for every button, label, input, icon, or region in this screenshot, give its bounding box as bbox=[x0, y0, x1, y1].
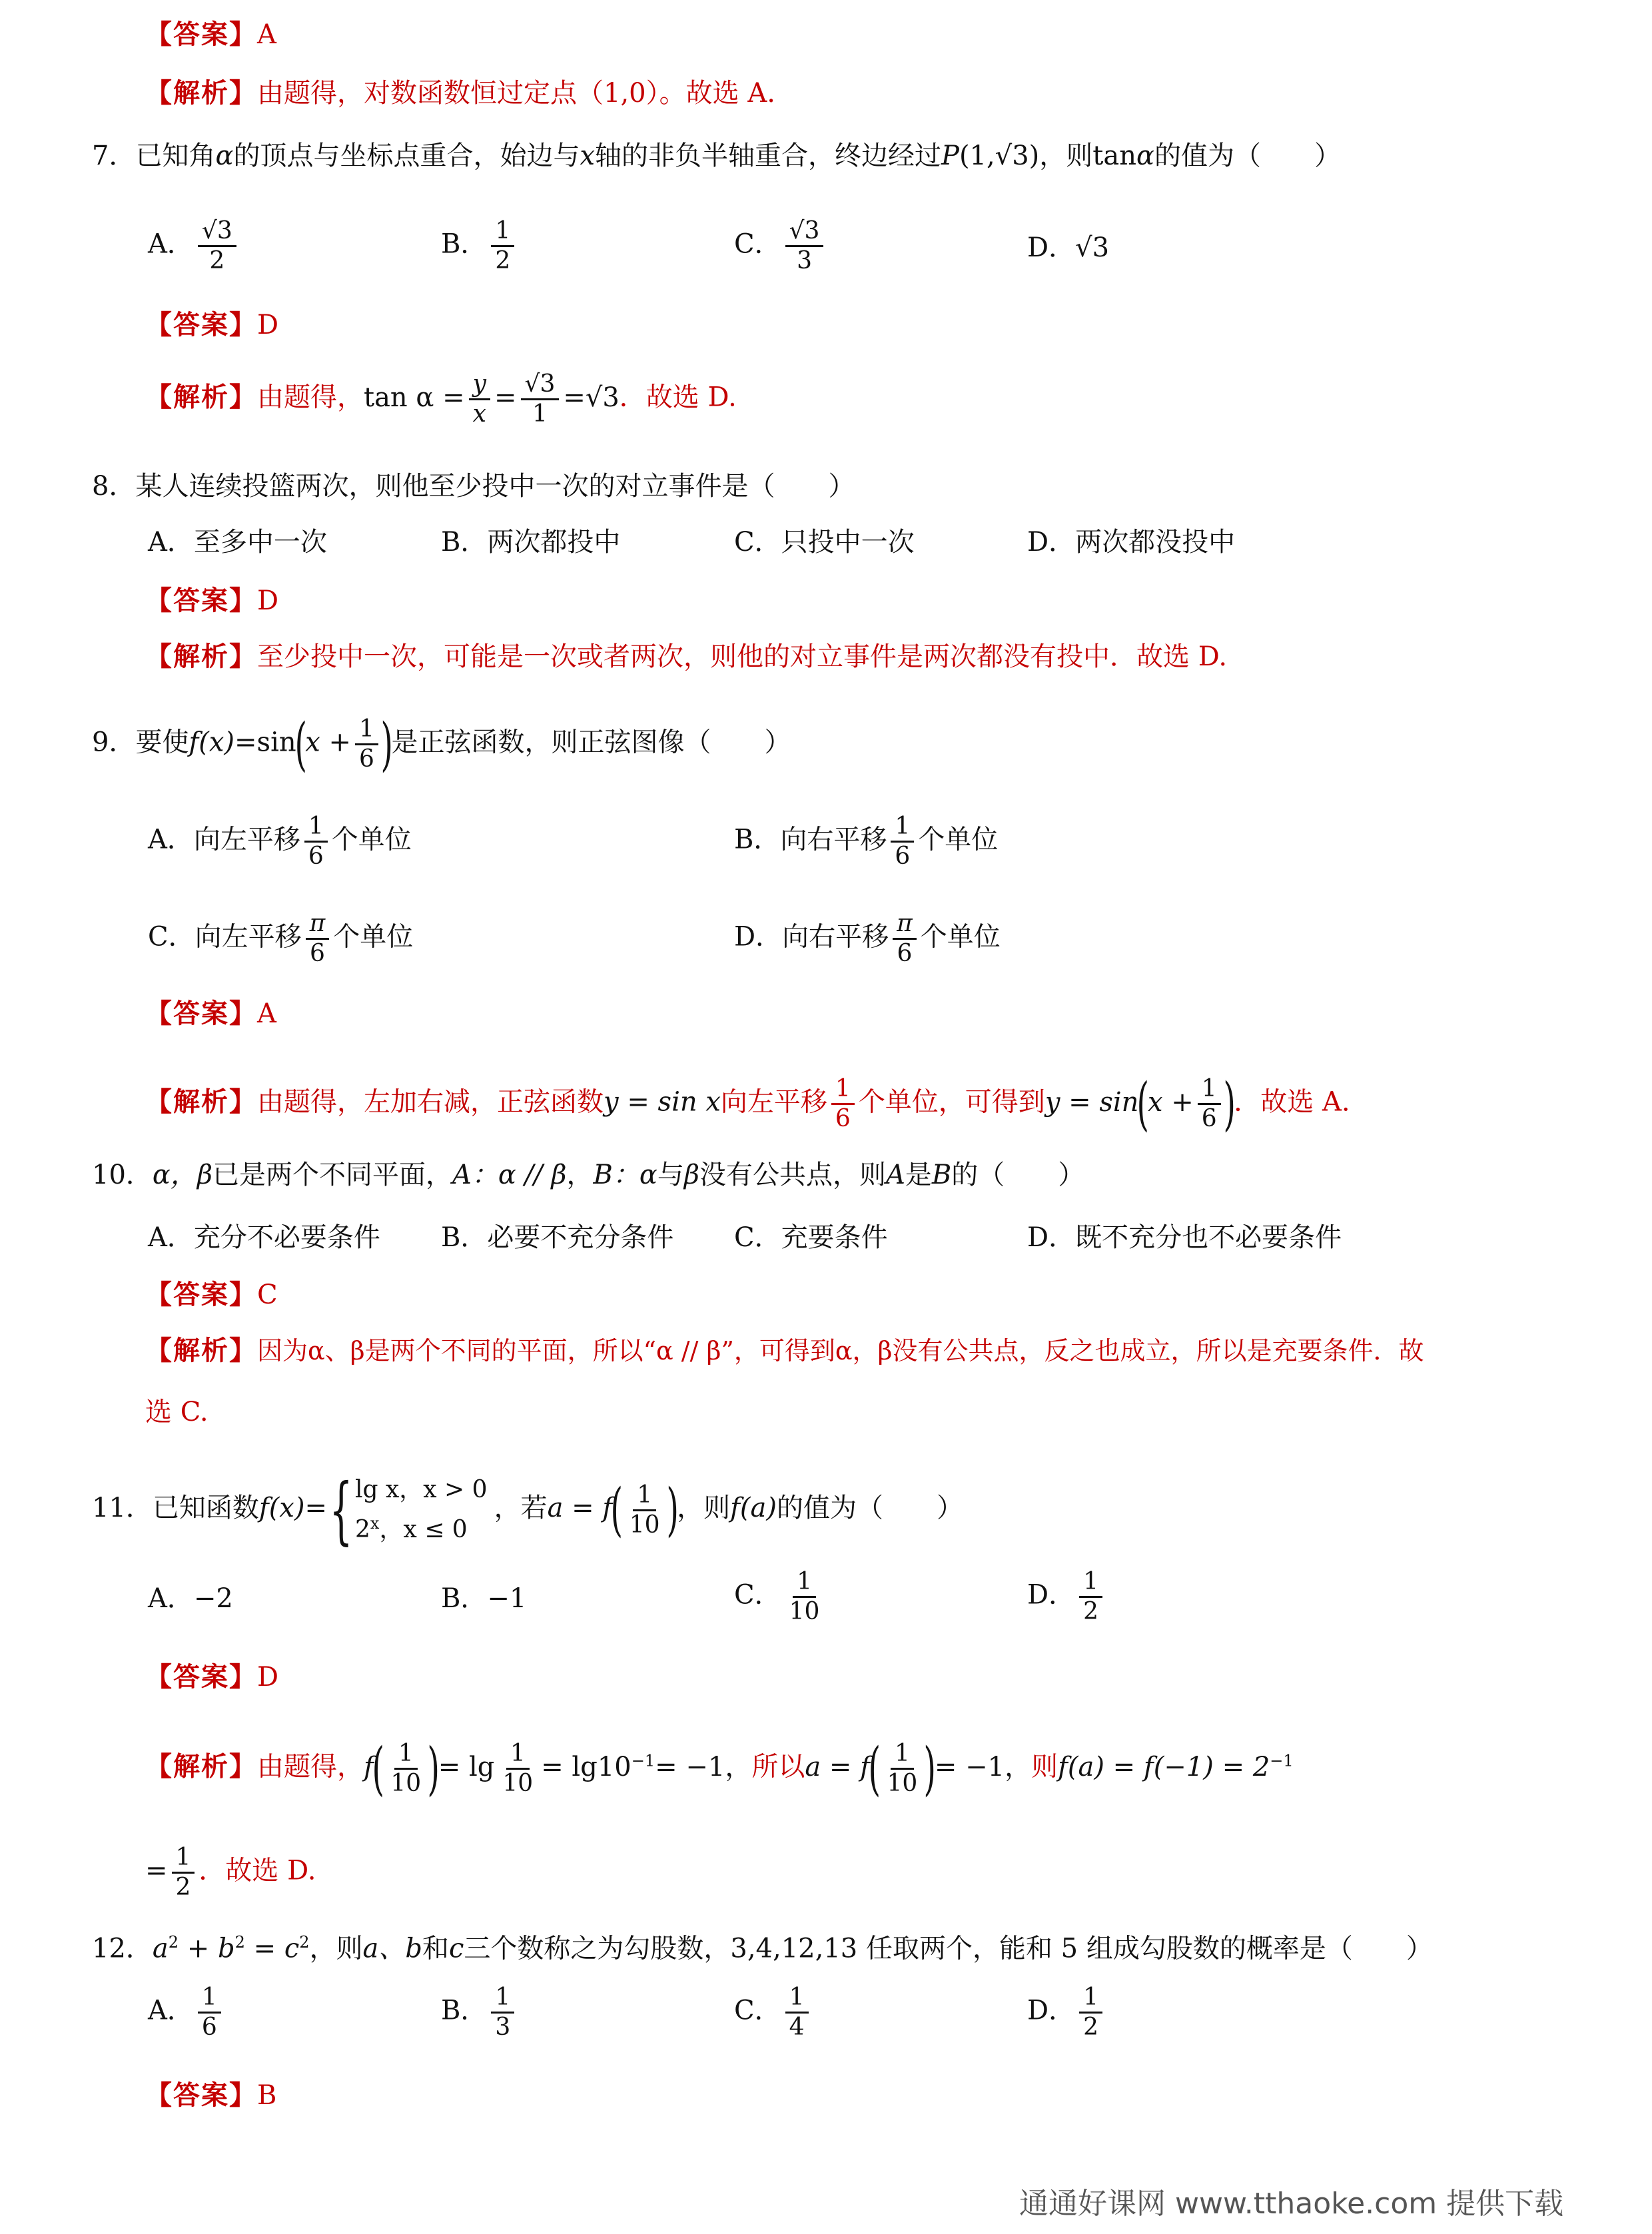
paren-left: ( bbox=[372, 1735, 384, 1802]
numerator: 1 bbox=[1079, 1984, 1102, 2014]
math-tan: tan bbox=[1092, 141, 1136, 171]
numerator: 1 bbox=[355, 715, 378, 745]
analysis-text: 由题得， bbox=[257, 382, 364, 413]
math-eq: = bbox=[563, 382, 586, 413]
q9-option-b bbox=[734, 813, 998, 871]
q7-option-a bbox=[148, 217, 240, 275]
stem-text: 12． bbox=[92, 1933, 153, 1964]
q8-option-a: A．至多中一次 bbox=[148, 527, 327, 558]
stem-text: ，则 bbox=[1039, 141, 1093, 171]
fraction bbox=[198, 217, 236, 275]
q7-answer bbox=[145, 309, 278, 341]
fraction bbox=[831, 1075, 855, 1133]
math-eq: = −1， bbox=[655, 1751, 752, 1782]
analysis-text: 因为α、β是两个不同的平面，所以“α // β”，可得到α，β没有公共点，反之也成立，所以是充要条件．故 bbox=[257, 1336, 1424, 1365]
numerator: 1 bbox=[491, 1984, 514, 2014]
math-eq: = bbox=[494, 382, 517, 413]
fraction bbox=[785, 1568, 824, 1626]
answer-value: D bbox=[257, 310, 279, 340]
analysis-label: 【解析】 bbox=[145, 77, 257, 109]
fraction bbox=[491, 1984, 514, 2042]
q12-answer bbox=[145, 2079, 276, 2111]
q11-option-a: A．−2 bbox=[148, 1583, 233, 1614]
denominator: 6 bbox=[895, 843, 911, 870]
math-eq: = bbox=[145, 1855, 168, 1886]
answer-label: 【答案】 bbox=[145, 585, 257, 616]
math-text: ) bbox=[1029, 141, 1040, 171]
q10-analysis bbox=[145, 1335, 1424, 1367]
q7-analysis bbox=[145, 370, 737, 428]
q10-stem bbox=[92, 1159, 1084, 1191]
stem-text: 和 bbox=[422, 1933, 449, 1964]
math-alpha: α bbox=[1136, 141, 1154, 171]
numerator: 1 bbox=[491, 217, 514, 247]
option-label: C． bbox=[734, 1995, 781, 2026]
option-label: B． bbox=[441, 228, 488, 260]
paren-left: ( bbox=[610, 1477, 623, 1543]
math-exp: −1 bbox=[631, 1751, 655, 1770]
fraction bbox=[521, 370, 560, 428]
stem-text: ， bbox=[566, 1160, 594, 1190]
fraction bbox=[1198, 1075, 1221, 1133]
math-beta: β bbox=[683, 1160, 699, 1190]
q11-stem bbox=[92, 1467, 963, 1553]
answer-label: 【答案】 bbox=[145, 309, 257, 340]
stem-text: 7．已知角 bbox=[92, 141, 216, 171]
fraction bbox=[355, 715, 378, 773]
answer-label: 【答案】 bbox=[145, 1279, 257, 1310]
math-func: y = sin bbox=[1044, 1086, 1139, 1118]
q11-option-d bbox=[1027, 1568, 1106, 1626]
stem-text: ，若 bbox=[494, 1493, 548, 1523]
denominator: 6 bbox=[308, 843, 324, 870]
math-func: y = sin x bbox=[604, 1086, 721, 1118]
q11-option-c bbox=[734, 1568, 827, 1626]
math-x: x bbox=[580, 141, 596, 171]
answer-label: 【答案】 bbox=[145, 19, 257, 50]
math-sqrt: √3 bbox=[995, 141, 1029, 171]
fraction bbox=[172, 1844, 195, 1902]
fraction bbox=[1079, 1568, 1102, 1626]
math-result: √3 bbox=[585, 382, 620, 413]
option-value: √3 bbox=[1075, 232, 1110, 263]
stem-text: 与 bbox=[657, 1160, 684, 1190]
stem-text: 的值为（ ） bbox=[777, 1493, 963, 1523]
paren-right: ) bbox=[427, 1735, 440, 1802]
paren-left: ( bbox=[294, 711, 307, 778]
numerator: 1 bbox=[506, 1740, 530, 1770]
q8-option-d: D．两次都没投中 bbox=[1027, 527, 1236, 558]
q12-option-c bbox=[734, 1984, 813, 2042]
stem-text: 三个数称之为勾股数，3,4,12,13 任取两个，能和 5 组成勾股数的概率是（ ） bbox=[464, 1933, 1433, 1964]
math-a: a = f bbox=[547, 1493, 613, 1523]
numerator: 1 bbox=[172, 1844, 195, 1874]
denominator: 10 bbox=[390, 1770, 422, 1797]
option-label: C． bbox=[734, 1579, 781, 1611]
option-text: 个单位 bbox=[331, 824, 412, 855]
math-fx: f(x)= bbox=[258, 1493, 327, 1523]
numerator: 1 bbox=[198, 1984, 221, 2014]
stem-text: 的值为（ ） bbox=[1154, 141, 1341, 171]
fraction bbox=[891, 813, 914, 871]
q10-option-b: B．必要不充分条件 bbox=[441, 1222, 674, 1253]
stem-text: 9．要使 bbox=[92, 727, 189, 758]
math-condition-a: A：α // β bbox=[452, 1160, 567, 1190]
math-x: x + bbox=[305, 727, 351, 758]
math-p: P bbox=[941, 141, 959, 171]
paren-left: ( bbox=[1136, 1070, 1150, 1138]
q11-analysis bbox=[145, 1735, 1294, 1802]
analysis-label: 【解析】 bbox=[145, 641, 257, 672]
math-text: (1, bbox=[959, 141, 995, 171]
numerator: √3 bbox=[785, 217, 824, 247]
math-c: c bbox=[448, 1933, 464, 1964]
math-sq: 2 bbox=[234, 1933, 245, 1952]
denominator: 10 bbox=[629, 1511, 660, 1539]
numerator: 1 bbox=[793, 1568, 816, 1598]
math-c: = c bbox=[244, 1933, 300, 1964]
denominator: 3 bbox=[797, 247, 812, 274]
q7-option-b bbox=[441, 217, 518, 275]
answer-value: B bbox=[257, 2080, 277, 2111]
analysis-text: ．故选 D. bbox=[619, 382, 737, 413]
q6-analysis bbox=[145, 77, 775, 109]
numerator: 1 bbox=[785, 1984, 809, 2014]
q10-analysis-cont: 选 C. bbox=[145, 1397, 208, 1427]
piecewise bbox=[355, 1473, 488, 1547]
analysis-text: 由题得， bbox=[257, 1751, 364, 1782]
numerator: 1 bbox=[891, 813, 914, 843]
q7-option-c bbox=[734, 217, 827, 275]
math-x: x + bbox=[1148, 1086, 1194, 1118]
option-text: D．向右平移 bbox=[734, 921, 889, 952]
fraction bbox=[498, 1740, 537, 1798]
math-lg: = lg10 bbox=[541, 1751, 631, 1782]
fraction bbox=[306, 910, 330, 968]
option-text: 个单位 bbox=[918, 824, 999, 855]
q6-answer bbox=[145, 19, 276, 51]
q10-option-a: A．充分不必要条件 bbox=[148, 1222, 380, 1253]
piece-2-base: 2 bbox=[355, 1516, 370, 1543]
piece-2-cond: ，x ≤ 0 bbox=[379, 1516, 468, 1543]
q9-answer bbox=[145, 998, 276, 1030]
q9-option-d bbox=[734, 910, 1001, 968]
math-condition-b: B：α bbox=[593, 1160, 657, 1190]
paren-left: ( bbox=[868, 1735, 881, 1802]
fraction bbox=[1079, 1984, 1102, 2042]
q9-analysis bbox=[145, 1070, 1350, 1138]
q10-option-d: D．既不充分也不必要条件 bbox=[1027, 1222, 1342, 1253]
answer-label: 【答案】 bbox=[145, 998, 257, 1029]
math-alpha: α bbox=[215, 141, 234, 171]
math-a: a bbox=[152, 1933, 169, 1964]
analysis-text: 个单位，可得到 bbox=[858, 1086, 1045, 1118]
analysis-text: 则 bbox=[1031, 1751, 1058, 1782]
stem-text: 是正弦函数，则正弦图像（ ） bbox=[391, 727, 791, 758]
answer-value: D bbox=[257, 1662, 279, 1692]
denominator: 3 bbox=[495, 2014, 511, 2041]
option-label: B． bbox=[441, 1995, 488, 2026]
analysis-math bbox=[364, 370, 620, 428]
analysis-math bbox=[1058, 1752, 1294, 1782]
analysis-label: 【解析】 bbox=[145, 1086, 257, 1118]
option-text: 个单位 bbox=[333, 921, 414, 952]
fraction bbox=[469, 370, 490, 428]
answer-value: C bbox=[257, 1280, 278, 1310]
analysis-text: 向左平移 bbox=[720, 1086, 827, 1118]
q8-option-c: C．只投中一次 bbox=[734, 527, 915, 558]
q11-option-b: B．−1 bbox=[441, 1583, 527, 1614]
analysis-text: 由题得，对数函数恒过定点（1,0）。故选 A. bbox=[257, 78, 775, 109]
q12-stem bbox=[92, 1926, 1433, 1964]
analysis-label: 【解析】 bbox=[145, 1750, 257, 1782]
math-fa: f(a) = f(−1) = 2 bbox=[1058, 1751, 1270, 1782]
math-lg: = lg bbox=[438, 1751, 495, 1782]
denominator: 2 bbox=[209, 247, 225, 274]
footer-watermark: 通通好课网 www.tthaoke.com 提供下载 bbox=[1019, 2187, 1564, 2221]
q8-analysis bbox=[145, 641, 1227, 673]
analysis-text: 至少投中一次，可能是一次或者两次，则他的对立事件是两次都没有投中．故选 D. bbox=[257, 641, 1228, 672]
option-text: C．向左平移 bbox=[148, 921, 302, 952]
q8-stem bbox=[92, 470, 855, 502]
option-label: D． bbox=[1027, 232, 1076, 263]
option-label: D． bbox=[1027, 1579, 1076, 1611]
numerator: 1 bbox=[394, 1740, 418, 1770]
q12-option-d bbox=[1027, 1984, 1106, 2042]
denominator: 2 bbox=[175, 1874, 191, 1901]
answer-value: D bbox=[257, 585, 279, 616]
answer-value: A bbox=[257, 19, 276, 50]
analysis-text: 所以 bbox=[751, 1751, 805, 1782]
numerator: 1 bbox=[304, 813, 328, 843]
fraction bbox=[625, 1481, 664, 1539]
numerator: √3 bbox=[521, 370, 560, 400]
math-sq: 2 bbox=[299, 1933, 310, 1952]
fraction bbox=[785, 1984, 809, 2042]
math-fa: f(a) bbox=[730, 1493, 777, 1523]
piece-1: lg x，x > 0 bbox=[355, 1476, 488, 1503]
fraction bbox=[491, 217, 514, 275]
analysis-text: 由题得，左加右减，正弦函数 bbox=[257, 1086, 604, 1118]
stem-text: 10． bbox=[92, 1160, 153, 1190]
q10-option-c: C．充要条件 bbox=[734, 1222, 888, 1253]
numerator: √3 bbox=[198, 217, 236, 247]
math-tan: tan α = bbox=[364, 382, 465, 413]
option-label: C． bbox=[734, 228, 781, 260]
paren-right: ) bbox=[666, 1477, 679, 1543]
option-text: A．向左平移 bbox=[148, 824, 300, 855]
analysis-text: ．故选 D. bbox=[199, 1855, 316, 1886]
math-a: A bbox=[885, 1160, 905, 1190]
math-b: + b bbox=[179, 1933, 235, 1964]
q7-stem bbox=[92, 140, 1341, 172]
fraction bbox=[386, 1740, 425, 1798]
brace: { bbox=[329, 1467, 353, 1553]
math-exp: −1 bbox=[1270, 1751, 1294, 1770]
analysis-math bbox=[805, 1735, 1032, 1802]
numerator: 1 bbox=[891, 1740, 914, 1770]
answer-label: 【答案】 bbox=[145, 1661, 257, 1692]
q8-option-b: B．两次都投中 bbox=[441, 527, 621, 558]
math-planes: α，β bbox=[152, 1160, 213, 1190]
option-label: A． bbox=[148, 228, 194, 260]
q12-option-b bbox=[441, 1984, 518, 2042]
q9-stem bbox=[92, 711, 791, 778]
stem-text: ，则 bbox=[309, 1933, 363, 1964]
q7-option-d bbox=[1027, 232, 1109, 264]
denominator: 4 bbox=[789, 2014, 805, 2041]
denominator: 10 bbox=[789, 1598, 820, 1625]
denominator: 2 bbox=[495, 247, 511, 274]
q9-option-c bbox=[148, 910, 413, 968]
analysis-text: ．故选 A. bbox=[1234, 1086, 1350, 1118]
numerator: π bbox=[893, 910, 917, 940]
piece-2-exp: x bbox=[370, 1514, 380, 1533]
option-text: B．向右平移 bbox=[734, 824, 887, 855]
denominator: 6 bbox=[835, 1105, 851, 1132]
fraction bbox=[198, 1984, 221, 2042]
denominator: 6 bbox=[309, 940, 325, 967]
math-b: B bbox=[931, 1160, 952, 1190]
numerator: 1 bbox=[1198, 1075, 1221, 1105]
stem-text: 的顶点与坐标点重合，始边与 bbox=[233, 141, 580, 171]
numerator: y bbox=[469, 370, 490, 400]
denominator: 2 bbox=[1083, 2014, 1098, 2041]
stem-text: 11．已知函数 bbox=[92, 1493, 259, 1523]
fraction bbox=[883, 1740, 922, 1798]
q8-answer bbox=[145, 585, 278, 617]
math-ab: a、b bbox=[362, 1933, 422, 1964]
numerator: 1 bbox=[1079, 1568, 1102, 1598]
numerator: 1 bbox=[633, 1481, 656, 1511]
analysis-math bbox=[1044, 1070, 1236, 1138]
denominator: 6 bbox=[201, 2014, 217, 2041]
denominator: 6 bbox=[359, 745, 374, 773]
denominator: x bbox=[472, 400, 486, 428]
denominator: 2 bbox=[1083, 1598, 1098, 1625]
denominator: 1 bbox=[532, 400, 548, 428]
math-sin: =sin bbox=[234, 727, 296, 758]
stem-text: 8．某人连续投篮两次，则他至少投中一次的对立事件是（ ） bbox=[92, 471, 855, 502]
numerator: π bbox=[306, 910, 330, 940]
denominator: 10 bbox=[502, 1770, 534, 1797]
analysis-label: 【解析】 bbox=[145, 381, 257, 413]
fraction bbox=[893, 910, 917, 968]
q11-analysis-cont bbox=[145, 1844, 316, 1902]
option-label: D． bbox=[1027, 1995, 1076, 2026]
math-f: f bbox=[364, 1751, 374, 1782]
q11-answer bbox=[145, 1661, 278, 1693]
analysis-math bbox=[364, 1735, 752, 1802]
stem-text: ，则 bbox=[677, 1493, 731, 1523]
stem-text: 已是两个不同平面， bbox=[212, 1160, 453, 1190]
piece-2 bbox=[355, 1507, 488, 1547]
paren-right: ) bbox=[1223, 1070, 1236, 1138]
q12-option-a bbox=[148, 1984, 225, 2042]
numerator: 1 bbox=[831, 1075, 855, 1105]
math-sq: 2 bbox=[168, 1933, 179, 1952]
denominator: 6 bbox=[1201, 1105, 1217, 1132]
option-text: 个单位 bbox=[920, 921, 1001, 952]
stem-text: 是 bbox=[905, 1160, 932, 1190]
math-a: a = f bbox=[805, 1751, 870, 1782]
option-label: A． bbox=[148, 1995, 194, 2026]
stem-text: 轴的非负半轴重合，终边经过 bbox=[595, 141, 942, 171]
paren-right: ) bbox=[923, 1735, 937, 1802]
analysis-label: 【解析】 bbox=[145, 1335, 257, 1366]
denominator: 10 bbox=[887, 1770, 918, 1797]
denominator: 6 bbox=[897, 940, 913, 967]
answer-value: A bbox=[257, 998, 276, 1029]
math-eq: = −1， bbox=[934, 1751, 1032, 1782]
stem-text: 的（ ） bbox=[951, 1160, 1085, 1190]
q9-option-a bbox=[148, 813, 412, 871]
math-fx: f(x) bbox=[189, 727, 235, 758]
paren-right: ) bbox=[380, 711, 393, 778]
q10-answer bbox=[145, 1279, 278, 1311]
fraction bbox=[785, 217, 824, 275]
answer-label: 【答案】 bbox=[145, 2079, 257, 2111]
fraction bbox=[304, 813, 328, 871]
stem-text: 没有公共点，则 bbox=[699, 1160, 886, 1190]
